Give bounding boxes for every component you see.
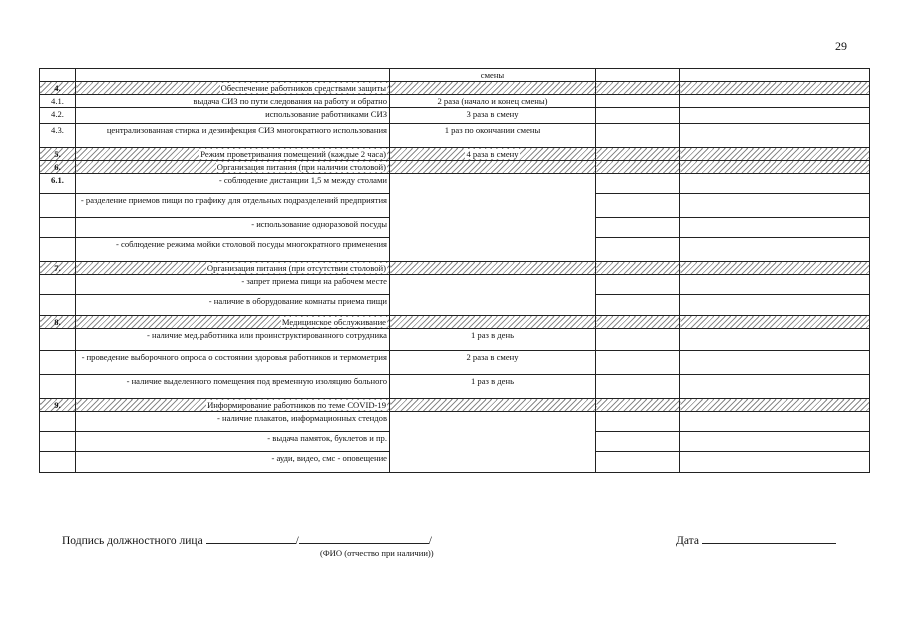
section-number: 7. <box>40 262 76 275</box>
signature-label: Подпись должностного лица <box>62 535 203 547</box>
item-text: - ауди, видео, смс - оповещение <box>76 452 390 473</box>
checklist-table <box>39 68 870 473</box>
frequency-cell: 3 раза в смену <box>390 108 596 124</box>
item-text: - наличие в оборудование комнаты приема пищи <box>76 295 390 316</box>
table-row <box>40 95 870 108</box>
item-text: - соблюдение режима мойки столовой посуды многократного применения <box>76 238 390 262</box>
section-title: Обеспечение работников средствами защиты <box>220 83 386 93</box>
frequency-cell: 1 раз в день <box>390 329 596 351</box>
item-number: 6.1. <box>40 174 76 194</box>
signature-line: Подпись должностного лица / / <box>62 535 432 547</box>
frequency-cell: 1 раз по окончании смены <box>390 124 596 148</box>
frequency-cell <box>390 412 596 473</box>
item-text: - выдача памяток, буклетов и пр. <box>76 432 390 452</box>
section-header-4 <box>40 82 870 95</box>
section-title: Режим проветривания помещений (каждые 2 часа) <box>200 149 386 159</box>
frequency-cell <box>390 174 596 262</box>
table-row <box>40 108 870 124</box>
section-title: Организация питания (при отсутствии столовой) <box>206 263 386 273</box>
frequency-cell: смены <box>390 69 596 82</box>
table-row <box>40 69 870 82</box>
table-row <box>40 124 870 148</box>
date-line <box>676 533 836 547</box>
table-row <box>40 174 870 194</box>
item-text: - наличие выделенного помещения под временную изоляцию больного <box>76 375 390 399</box>
section-header-9 <box>40 399 870 412</box>
table-row <box>40 351 870 375</box>
section-header-7 <box>40 262 870 275</box>
section-title: Информирование работников по теме COVID-19 <box>207 400 386 410</box>
frequency-cell: 4 раза в смену <box>466 149 519 159</box>
section-number: 9. <box>40 399 76 412</box>
item-text: - соблюдение дистанции 1,5 м между столами <box>76 174 390 194</box>
item-text: - разделение приемов пищи по графику для отдельных подразделений предприятия <box>76 194 390 218</box>
section-number: 6. <box>40 161 76 174</box>
item-text: - проведение выборочного опроса о состоянии здоровья работников и термометрия <box>76 351 390 375</box>
section-title: Медицинское обслуживание <box>281 317 386 327</box>
item-text: использование работниками СИЗ <box>76 108 390 124</box>
table-row <box>40 329 870 351</box>
frequency-cell: 1 раз в день <box>390 375 596 399</box>
section-title: Организация питания (при наличии столовой) <box>216 162 386 172</box>
item-number: 4.2. <box>40 108 76 124</box>
table-row <box>40 375 870 399</box>
page-number: 29 <box>835 39 847 53</box>
item-number: 4.1. <box>40 95 76 108</box>
item-text: - наличие плакатов, информационных стендов <box>76 412 390 432</box>
section-number: 5. <box>40 148 76 161</box>
table-row <box>40 275 870 295</box>
item-number: 4.3. <box>40 124 76 148</box>
item-text: - использование одноразовой посуды <box>76 218 390 238</box>
section-header-5 <box>40 148 870 161</box>
item-text: централизованная стирка и дезинфекция СИЗ многократного использования <box>76 124 390 148</box>
section-number: 4. <box>40 82 76 95</box>
section-number: 8. <box>40 316 76 329</box>
item-text: - запрет приема пищи на рабочем месте <box>76 275 390 295</box>
item-text: выдача СИЗ по пути следования на работу и обратно <box>76 95 390 108</box>
table-row <box>40 412 870 432</box>
fio-hint: (ФИО (отчество при наличии)) <box>320 548 434 558</box>
frequency-cell <box>390 275 596 316</box>
section-header-8 <box>40 316 870 329</box>
frequency-cell: 2 раза в смену <box>390 351 596 375</box>
item-text: - наличие мед.работника или проинструктированного сотрудника <box>76 329 390 351</box>
frequency-cell: 2 раза (начало и конец смены) <box>390 95 596 108</box>
date-label: Дата <box>676 535 699 547</box>
section-header-6 <box>40 161 870 174</box>
